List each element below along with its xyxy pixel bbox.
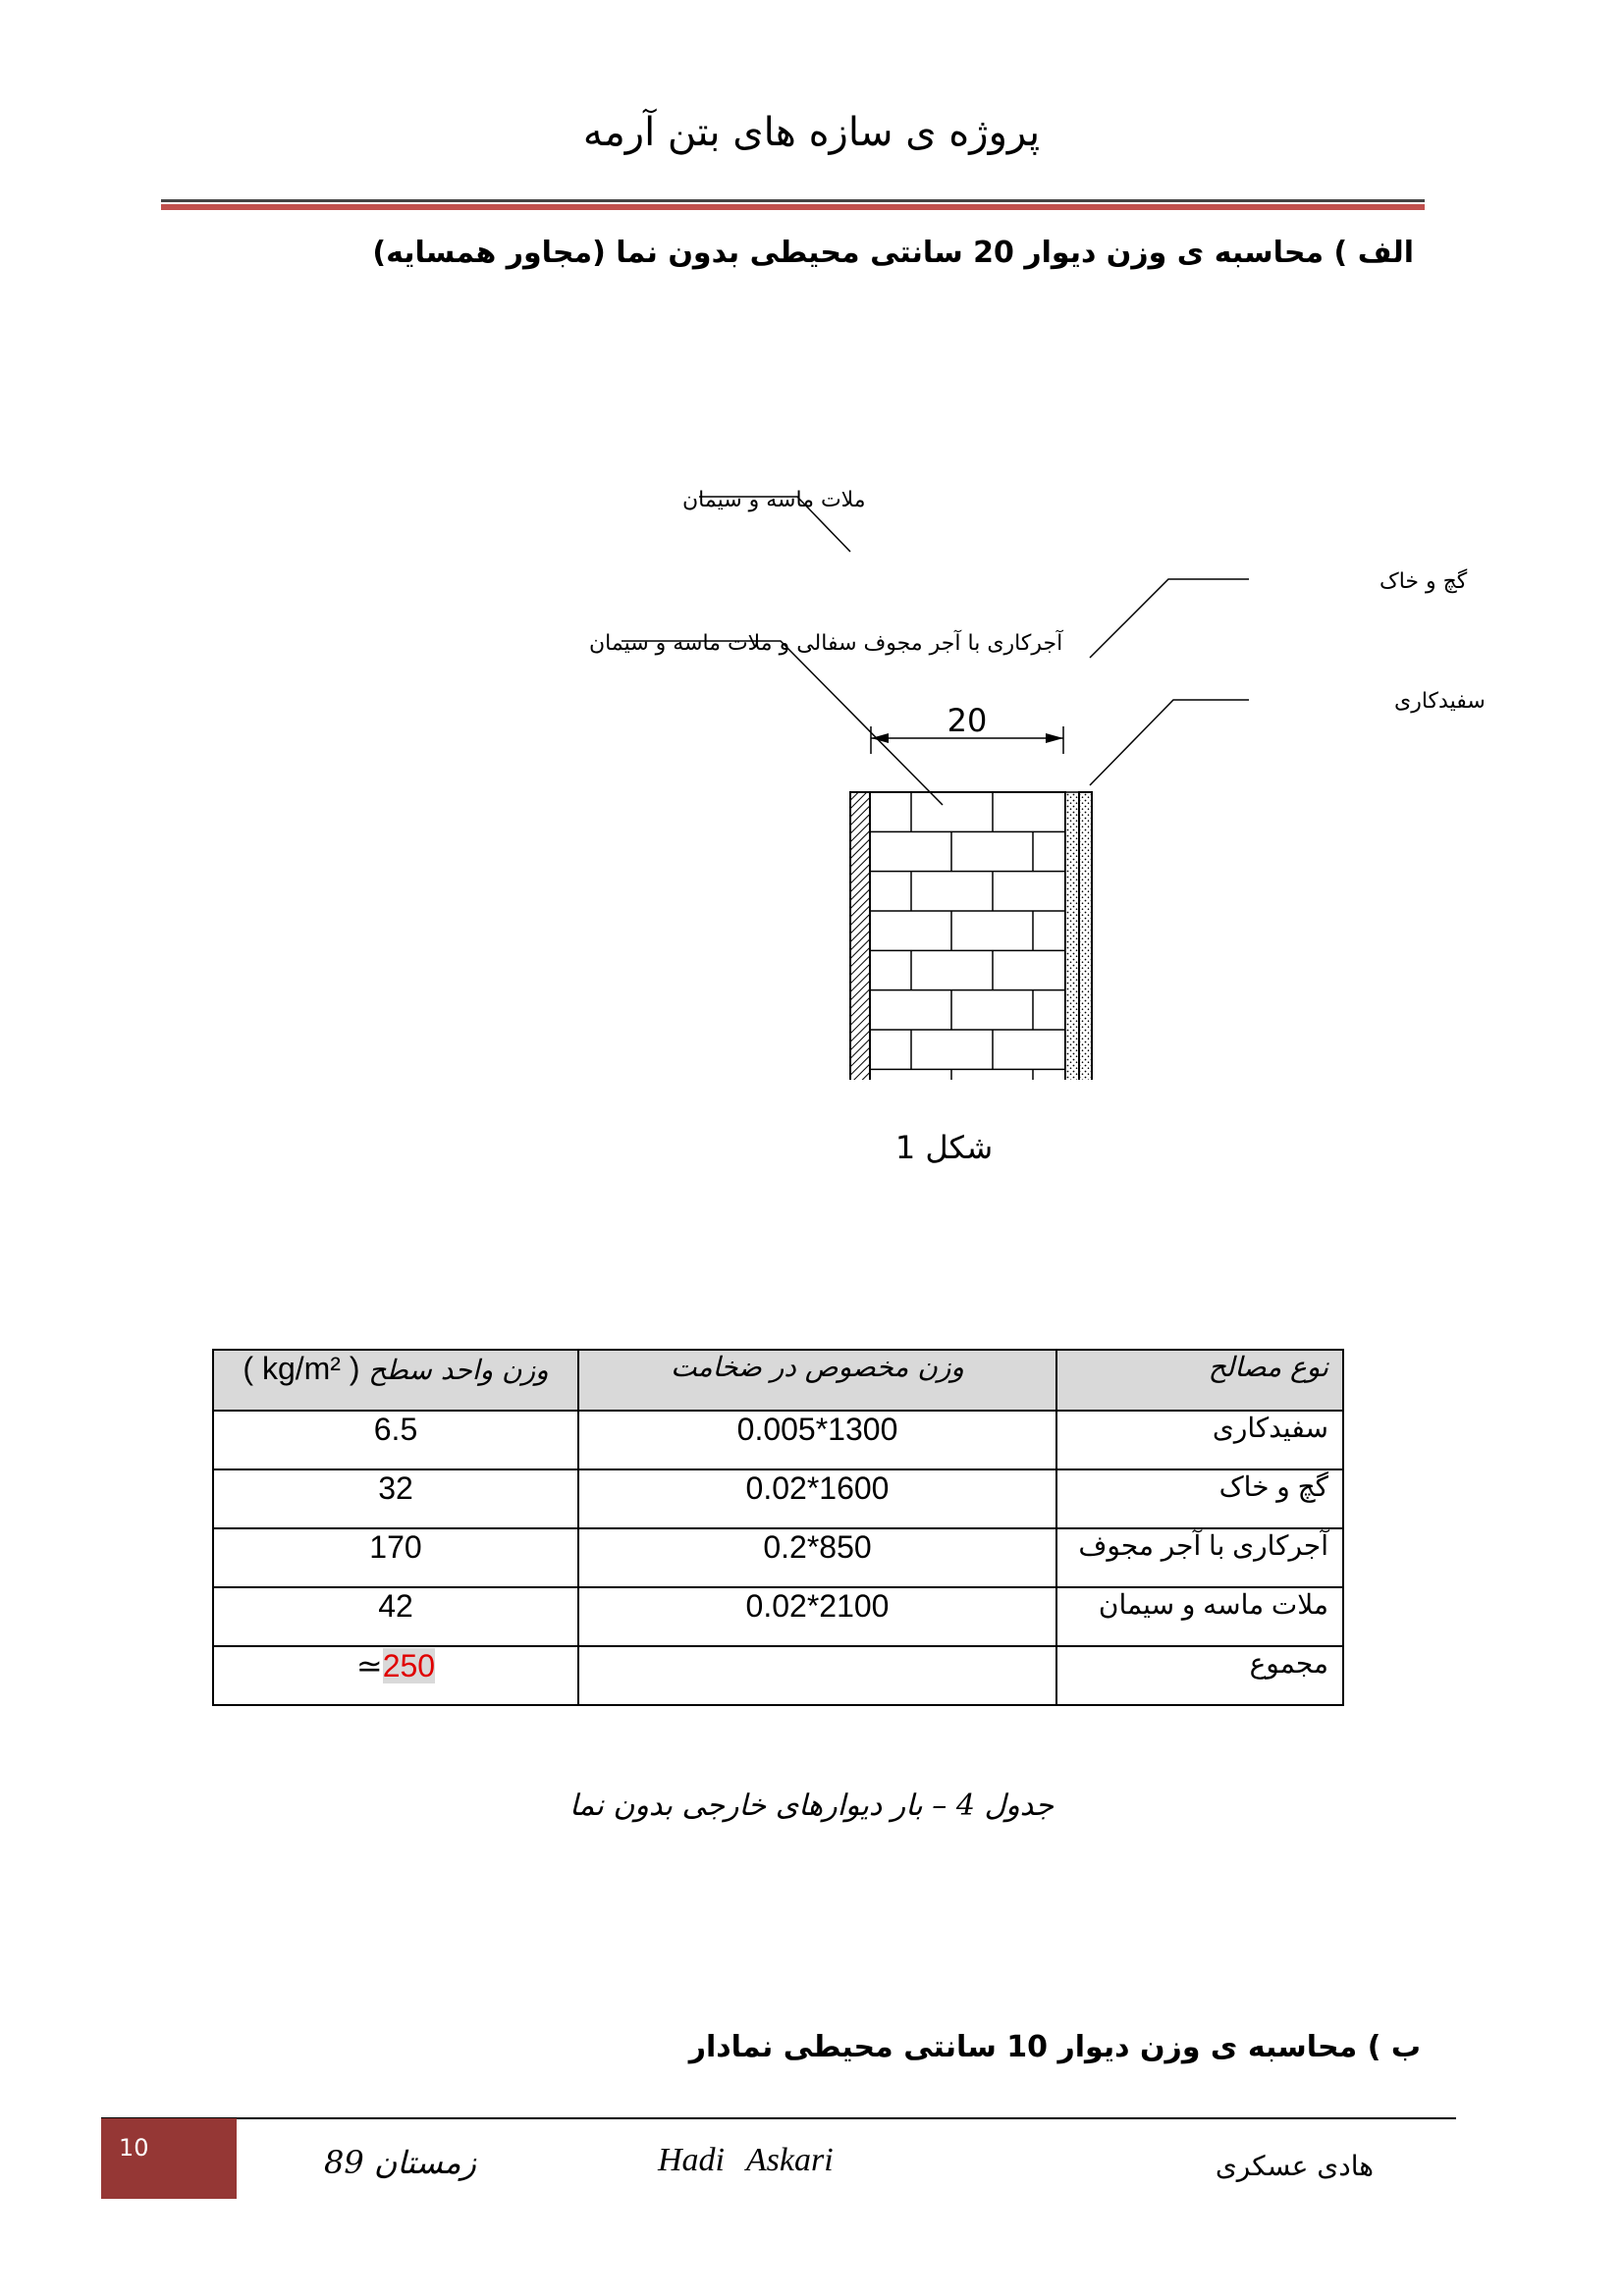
plaster-layer	[1065, 792, 1079, 1080]
brick-layer	[870, 792, 1065, 1080]
cell-material: سفیدکاری	[1056, 1411, 1343, 1469]
leader-whitewash	[1090, 700, 1249, 785]
label-brickwork: آجرکاری با آجر مجوف سفالی و ملات ماسه و سیمان	[589, 631, 1063, 656]
cell-material: ملات ماسه و سیمان	[1056, 1587, 1343, 1646]
footer-rule	[101, 2117, 1456, 2119]
wall-section-drawing	[0, 334, 1623, 1080]
cell-material: آجرکاری با آجر مجوف	[1056, 1528, 1343, 1587]
cell-spec: 0.2*850	[578, 1528, 1056, 1587]
cell-spec: 0.02*2100	[578, 1587, 1056, 1646]
leader-brickwork	[622, 641, 943, 805]
whitewash-layer	[1079, 792, 1092, 1080]
header-rule-red	[161, 204, 1425, 210]
header-unit: ( kg/m² )	[243, 1351, 360, 1386]
label-mortar: ملات ماسه و سیمان	[682, 488, 866, 512]
dimension-label: 20	[947, 702, 988, 739]
table-caption: جدول 4 – بار دیوارهای خارجی بدون نما	[568, 1789, 1055, 1823]
figure-caption: شکل 1	[894, 1129, 994, 1166]
cell-spec	[578, 1646, 1056, 1705]
header-unit-weight	[213, 1350, 578, 1411]
table-header-row	[213, 1350, 1343, 1411]
cell-material: مجموع	[1056, 1646, 1343, 1705]
label-plaster: گچ و خاک	[1380, 569, 1468, 594]
table-row	[213, 1411, 1343, 1469]
table-row	[213, 1469, 1343, 1528]
header-material: نوع مصالح	[1056, 1350, 1343, 1411]
cell-value: 170	[213, 1528, 578, 1587]
mortar-layer	[850, 792, 870, 1080]
header-specific-weight: وزن مخصوص در ضخامت	[578, 1350, 1056, 1411]
cell-value: 6.5	[213, 1411, 578, 1469]
leader-plaster	[1090, 579, 1249, 658]
total-value: 250	[382, 1648, 436, 1683]
cell-material: گچ و خاک	[1056, 1469, 1343, 1528]
footer-author-en: Hadi Askari	[658, 2142, 834, 2178]
wall-load-table	[212, 1349, 1344, 1706]
page-header-title: پروژه ی سازه های بتن آرمه	[582, 110, 1041, 155]
cell-value: 32	[213, 1469, 578, 1528]
cell-spec: 0.005*1300	[578, 1411, 1056, 1469]
table-row	[213, 1528, 1343, 1587]
cell-spec: 0.02*1600	[578, 1469, 1056, 1528]
page-number-box	[101, 2118, 237, 2199]
footer-date: زمستان 89	[324, 2144, 476, 2181]
table-row	[213, 1587, 1343, 1646]
header-unit-weight-label: وزن واحد سطح	[368, 1354, 549, 1386]
table-total-row	[213, 1646, 1343, 1705]
cell-value: 42	[213, 1587, 578, 1646]
cell-total-value	[213, 1646, 578, 1705]
section-b-heading: ب ) محاسبه ی وزن دیوار 10 سانتی محیطی نمادار	[688, 2030, 1421, 2064]
approx-symbol: ≃	[355, 1648, 383, 1683]
section-a-heading: الف ) محاسبه ی وزن دیوار 20 سانتی محیطی بدون نما (مجاور همسایه)	[372, 236, 1414, 270]
label-whitewash: سفیدکاری	[1394, 689, 1486, 714]
page-number: 10	[119, 2134, 149, 2162]
footer-author-fa: هادی عسکری	[1215, 2150, 1374, 2182]
header-rule-dark	[161, 199, 1425, 202]
